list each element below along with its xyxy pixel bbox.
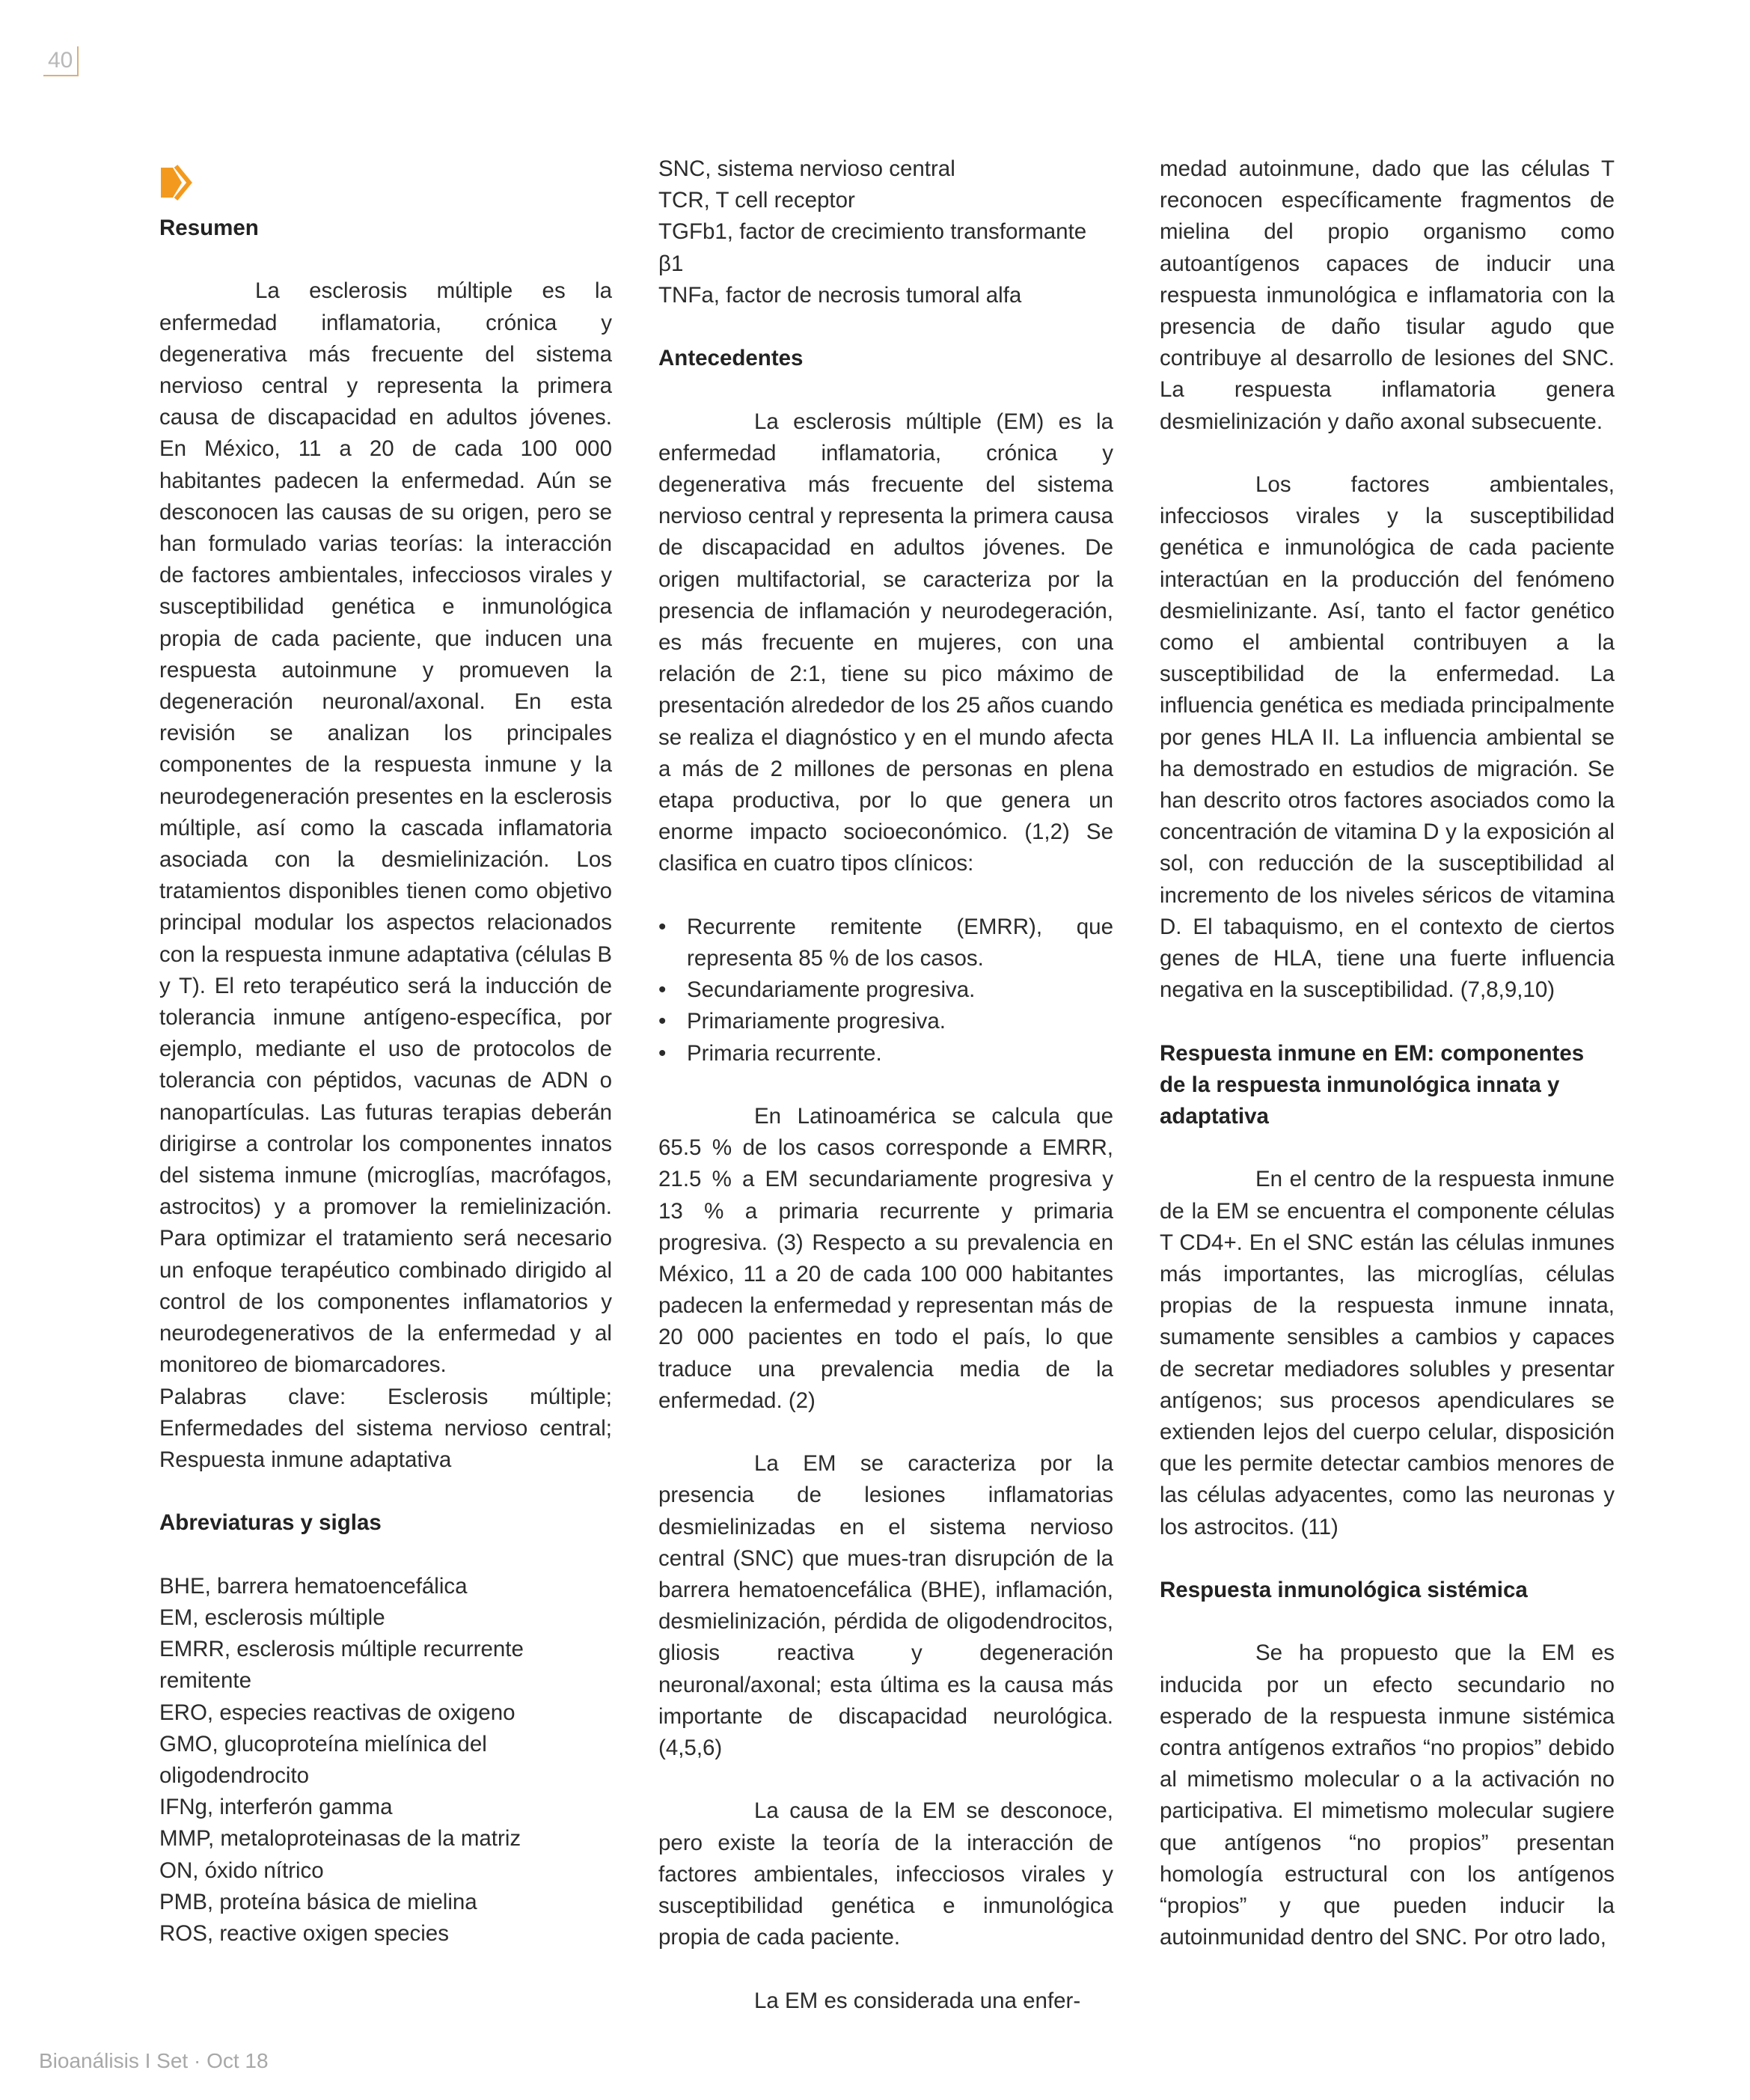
factores-paragraph: Los factores ambientales, infecciosos virales y la susceptibilidad genética e inmunológica de cada paciente interactúan en la producción del fenómeno desmielinizante. Así, tanto el factor genético como el ambiental contribuyen a la susceptibilidad de la enfermedad. La influencia genética es mediada principalmente por genes HLA II. La influencia ambiental se ha demostrado en estudios de migración. Se han descrito otros factores asociados como la concentración de vitamina D y la exposición al sol, con reducción de la susceptibilidad al incremento de los niveles séricos de vitamina D. El tabaquismo, en el contexto de ciertos genes de HLA, tiene una fuerte influencia negativa en la susceptibilidad. (7,8,9,10) — [1160, 472, 1615, 1003]
abbreviation-item: ERO, especies reactivas de oxigeno — [159, 1700, 515, 1725]
resumen-heading: Resumen — [159, 216, 259, 240]
abbreviation-item: EMRR, esclerosis múltiple recurrente remitente — [159, 1637, 524, 1694]
list-item: • Recurrente remitente (EMRR), que representa 85 % de los casos. — [658, 912, 1113, 974]
sistemica-paragraph: Se ha propuesto que la EM es inducida por un efecto secundario no esperado de la respuesta inmune sistémica contra antígenos extraños “no propios” debido al mimetismo molecular o a la activación no participativa. El mimetismo molecular sugiere que antígenos “no propios” presentan homología estructural con los antígenos “propios” y que pueden inducir la autoinmunidad dentro del SNC. Por otro lado, — [1160, 1640, 1615, 1950]
abbreviations-list-cont — [658, 153, 1113, 311]
double-chevron-right-icon — [159, 163, 612, 202]
resumen-text: La esclerosis múltiple es la enfermedad inflamatoria, crónica y degenerativa más frecuente del sistema nervioso central y representa la primera causa de discapacidad en adultos jóvenes. En México, 11 a 20 de cada 100 000 habitantes padecen la enfermedad. Aún se desconocen las causas de su origen, pero se han formulado varias teorías: la interacción de factores ambientales, infecciosos virales y susceptibilidad genética e inmunológica propia de cada paciente, que inducen una respuesta autoinmune y promueven la degeneración neuronal/axonal. En esta revisión se analizan los principales componentes de la respuesta inmune y la neurodegeneración presentes en la esclerosis múltiple, así como la cascada inflamatoria asociada con la desmielinización. Los tratamientos disponibles tienen como objetivo principal modular los aspectos relacionados con la respuesta inmune adaptativa (células B y T). El reto terapéutico será la inducción de tolerancia inmune antígeno-específica, por ejemplo, mediante el uso de protocolos de tolerancia con péptidos, vacunas de ADN o nanopartículas. Las futuras terapias deberán dirigirse a controlar los componentes innatos del sistema inmune (microglías, macrófagos, astrocitos) y a promover la remielinización. Para optimizar el tratamiento será necesario un enfoque terapéutico combinado dirigido al control de los componentes inflamatorios y neurodegenerativos de la enfermedad y al monitoreo de biomarcadores. — [159, 278, 612, 1378]
abbreviation-item: MMP, metaloproteinasas de la matriz — [159, 1826, 521, 1852]
considerada-paragraph: La EM es considerada una enfer- — [754, 1988, 1081, 2013]
respuesta-sistemica-heading: Respuesta inmunológica sistémica — [1160, 1578, 1528, 1603]
abbreviation-item: ON, óxido nítrico — [159, 1858, 324, 1883]
abbreviation-item: SNC, sistema nervioso central — [658, 156, 955, 181]
page-number: 40 — [43, 46, 79, 76]
continued-paragraph: medad autoinmune, dado que las células T reconocen específicamente fragmentos de mielina del propio organismo como autoantígenos capaces de inducir una respuesta inmunológica e inflamatoria con la presencia de daño tisular agudo que contribuye al desarrollo de lesiones del SNC. La respuesta inflamatoria genera desmielinización y daño axonal subsecuente. — [1160, 156, 1615, 434]
abbreviation-item: EM, esclerosis múltiple — [159, 1605, 385, 1630]
abbreviations-heading: Abreviaturas y siglas — [159, 1510, 382, 1536]
abbreviation-item: TGFb1, factor de crecimiento transformante β1 — [658, 219, 1087, 276]
column-2 — [658, 153, 1113, 2017]
lesiones-paragraph: La EM se caracteriza por la presencia de lesiones inflamatorias desmielinizadas en el sistema nervioso central (SNC) que mues-tran disrupción de la barrera hematoencefálica (BHE), inflamación, desmielinización, pérdida de oligodendrocitos, gliosis reactiva y degeneración neuronal/axonal; esta última es la causa más importante de discapacidad neurológica. (4,5,6) — [658, 1451, 1113, 1761]
abbreviation-item: BHE, barrera hematoencefálica — [159, 1573, 468, 1599]
clinical-types-list — [658, 912, 1113, 1069]
antecedentes-paragraph: La esclerosis múltiple (EM) es la enfermedad inflamatoria, crónica y degenerativa más frecuente del sistema nervioso central y representa la primera causa de discapacidad en adultos jóvenes. De origen multifactorial, se caracteriza por la presencia de inflamación y neurodegeración, es más frecuente en mujeres, con una relación de 2:1, tiene su pico máximo de presentación alrededor de los 25 años cuando se realiza el diagnóstico y en el mundo afecta a más de 2 millones de personas en plena etapa productiva, por lo que genera un enorme impacto socioeconómico. (1,2) Se clasifica en cuatro tipos clínicos: — [658, 409, 1113, 876]
abbreviation-item: TCR, T cell receptor — [658, 188, 855, 213]
list-item: • Primariamente progresiva. — [658, 1006, 1113, 1037]
column-3 — [1160, 153, 1615, 1954]
centro-paragraph: En el centro de la respuesta inmune de la EM se encuentra el componente células T CD4+. En el SNC están las células inmunes más importantes, las microglías, células propias de la respuesta inmune innata, sumamente sensibles a cambios y capaces de secretar mediadores solubles y presentar antígenos; sus procesos apendiculares se extienden lejos del cuerpo celular, disposición que les permite detectar cambios menores de las células adyacentes, como las neuronas y los astrocitos. (11) — [1160, 1167, 1615, 1539]
latam-paragraph: En Latinoamérica se calcula que 65.5 % de los casos corresponde a EMRR, 21.5 % a EM secundariamente progresiva y 13 % a primaria recurrente y primaria progresiva. (3) Respecto a su prevalencia en México, 11 a 20 de cada 100 000 habitantes padecen la enfermedad y representan más de 20 000 pacientes en todo el país, lo que traduce una prevalencia media de la enfermedad. (2) — [658, 1104, 1113, 1413]
antecedentes-heading: Antecedentes — [658, 346, 804, 371]
keywords: Palabras clave: Esclerosis múltiple; Enfermedades del sistema nervioso central; Respuesta inmune adaptativa — [159, 1384, 612, 1472]
list-item: • Primaria recurrente. — [658, 1038, 1113, 1069]
abbreviation-item: IFNg, interferón gamma — [159, 1795, 393, 1820]
abbreviations-list — [159, 1571, 612, 1950]
abbreviation-item: ROS, reactive oxigen species — [159, 1920, 449, 1946]
abbreviation-item: GMO, glucoproteína mielínica del oligodendrocito — [159, 1731, 487, 1788]
column-1 — [159, 163, 612, 1950]
abbreviation-item: PMB, proteína básica de mielina — [159, 1889, 477, 1914]
causa-paragraph: La causa de la EM se desconoce, pero existe la teoría de la interacción de factores ambientales, infecciosos virales y susceptibilidad genética e inmunológica propia de cada paciente. — [658, 1798, 1113, 1950]
respuesta-inmune-heading: Respuesta inmune en EM: componentes de la respuesta inmunológica innata y adaptativa — [1160, 1040, 1585, 1129]
abbreviation-item: TNFa, factor de necrosis tumoral alfa — [658, 282, 1022, 308]
page-footer: Bioanálisis I Set · Oct 18 — [39, 2049, 269, 2072]
list-item: • Secundariamente progresiva. — [658, 974, 1113, 1006]
